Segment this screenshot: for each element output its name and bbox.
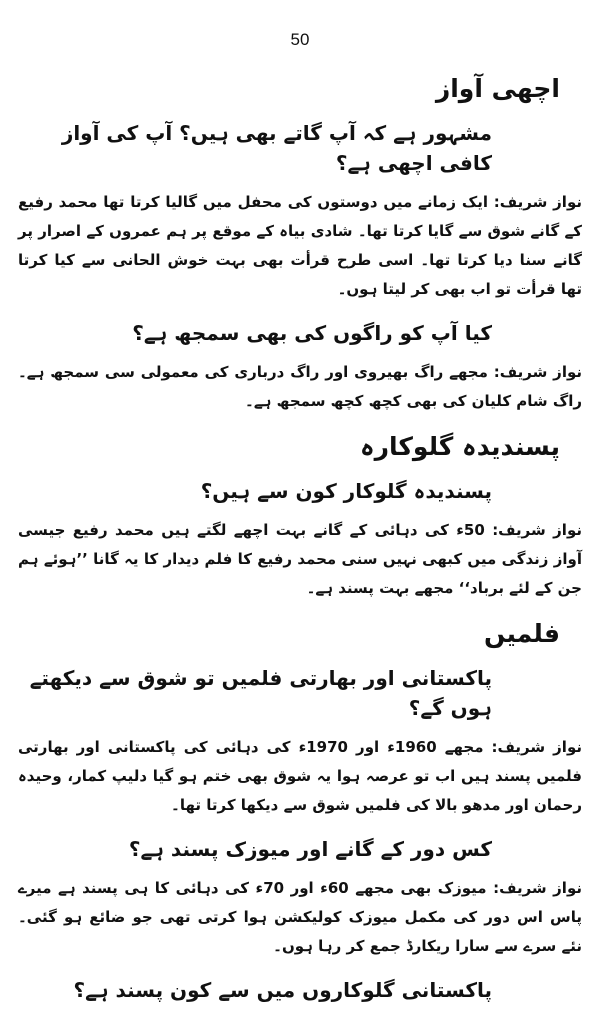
question-pakistani-singers: پاکستانی گلوکاروں میں سے کون پسند ہے؟	[73, 978, 492, 1002]
section-heading-good-voice: اچھی آواز	[435, 74, 560, 103]
section-heading-favorite-singer: پسندیدہ گلوکارہ	[359, 432, 560, 461]
question-favorite-singer: پسندیدہ گلوکار کون سے ہیں؟	[200, 479, 492, 503]
page-number: 50	[290, 30, 310, 49]
question-music-era: کس دور کے گانے اور میوزک پسند ہے؟	[128, 837, 492, 861]
answer-films: نواز شریف: مجھے 1960ء اور 1970ء کی دہائی کی پاکستانی اور بھارتی فلمیں پسند ہیں اب تو عرصہ ہوا یہ شوق بھی ختم ہو گیا دلیپ کمار، وحیدہ رحمان اور مدھو بالا کی فلمیں شوق سے دیکھا کرتا تھا۔	[18, 738, 582, 814]
answer-ragas: نواز شریف: مجھے راگ بھیروی اور راگ درباری کی معمولی سی سمجھ ہے۔ راگ شام کلیان کی بھی کچھ کچھ سمجھ ہے۔	[18, 363, 582, 410]
page-content	[18, 72, 582, 1015]
question-films: پاکستانی اور بھارتی فلمیں تو شوق سے دیکھتے ہوں گے؟	[29, 666, 492, 720]
answer-singing: نواز شریف: ایک زمانے میں دوستوں کی محفل میں گالیا کرتا تھا محمد رفیع کے گانے شوق سے گایا کرتا تھا۔ شادی بیاہ کے موقع پر ہم عمروں کے اصرار پر گانے سنا دیا کرتا تھا۔ اسی طرح قرأت بھی بہت خوش الحانی سے کیا کرتا تھا قرأت تو اب بھی کر لیتا ہوں۔	[18, 193, 582, 298]
answer-music-era: نواز شریف: میوزک بھی مجھے 60ء اور 70ء کی دہائی کا ہی پسند ہے میرے پاس اس دور کی مکمل میوزک کولیکشن ہوا کرتی تھی جو ضائع ہو گئی۔ نئے سرے سے سارا ریکارڈ جمع کر رہا ہوں۔	[18, 879, 582, 955]
answer-favorite-singer: نواز شریف: 50ء کی دہائی کے گانے بہت اچھے لگتے ہیں محمد رفیع جیسی آواز زندگی میں کبھی نہیں سنی محمد رفیع کا فلم دیدار کا یہ گانا ’’ہوئے ہم جن کے لئے برباد‘‘ مجھے بہت پسند ہے۔	[18, 521, 582, 597]
section-heading-films: فلمیں	[483, 619, 560, 648]
question-singing: مشہور ہے کہ آپ گاتے بھی ہیں؟ آپ کی آواز کافی اچھی ہے؟	[61, 121, 492, 175]
question-ragas: کیا آپ کو راگوں کی بھی سمجھ ہے؟	[132, 321, 492, 345]
